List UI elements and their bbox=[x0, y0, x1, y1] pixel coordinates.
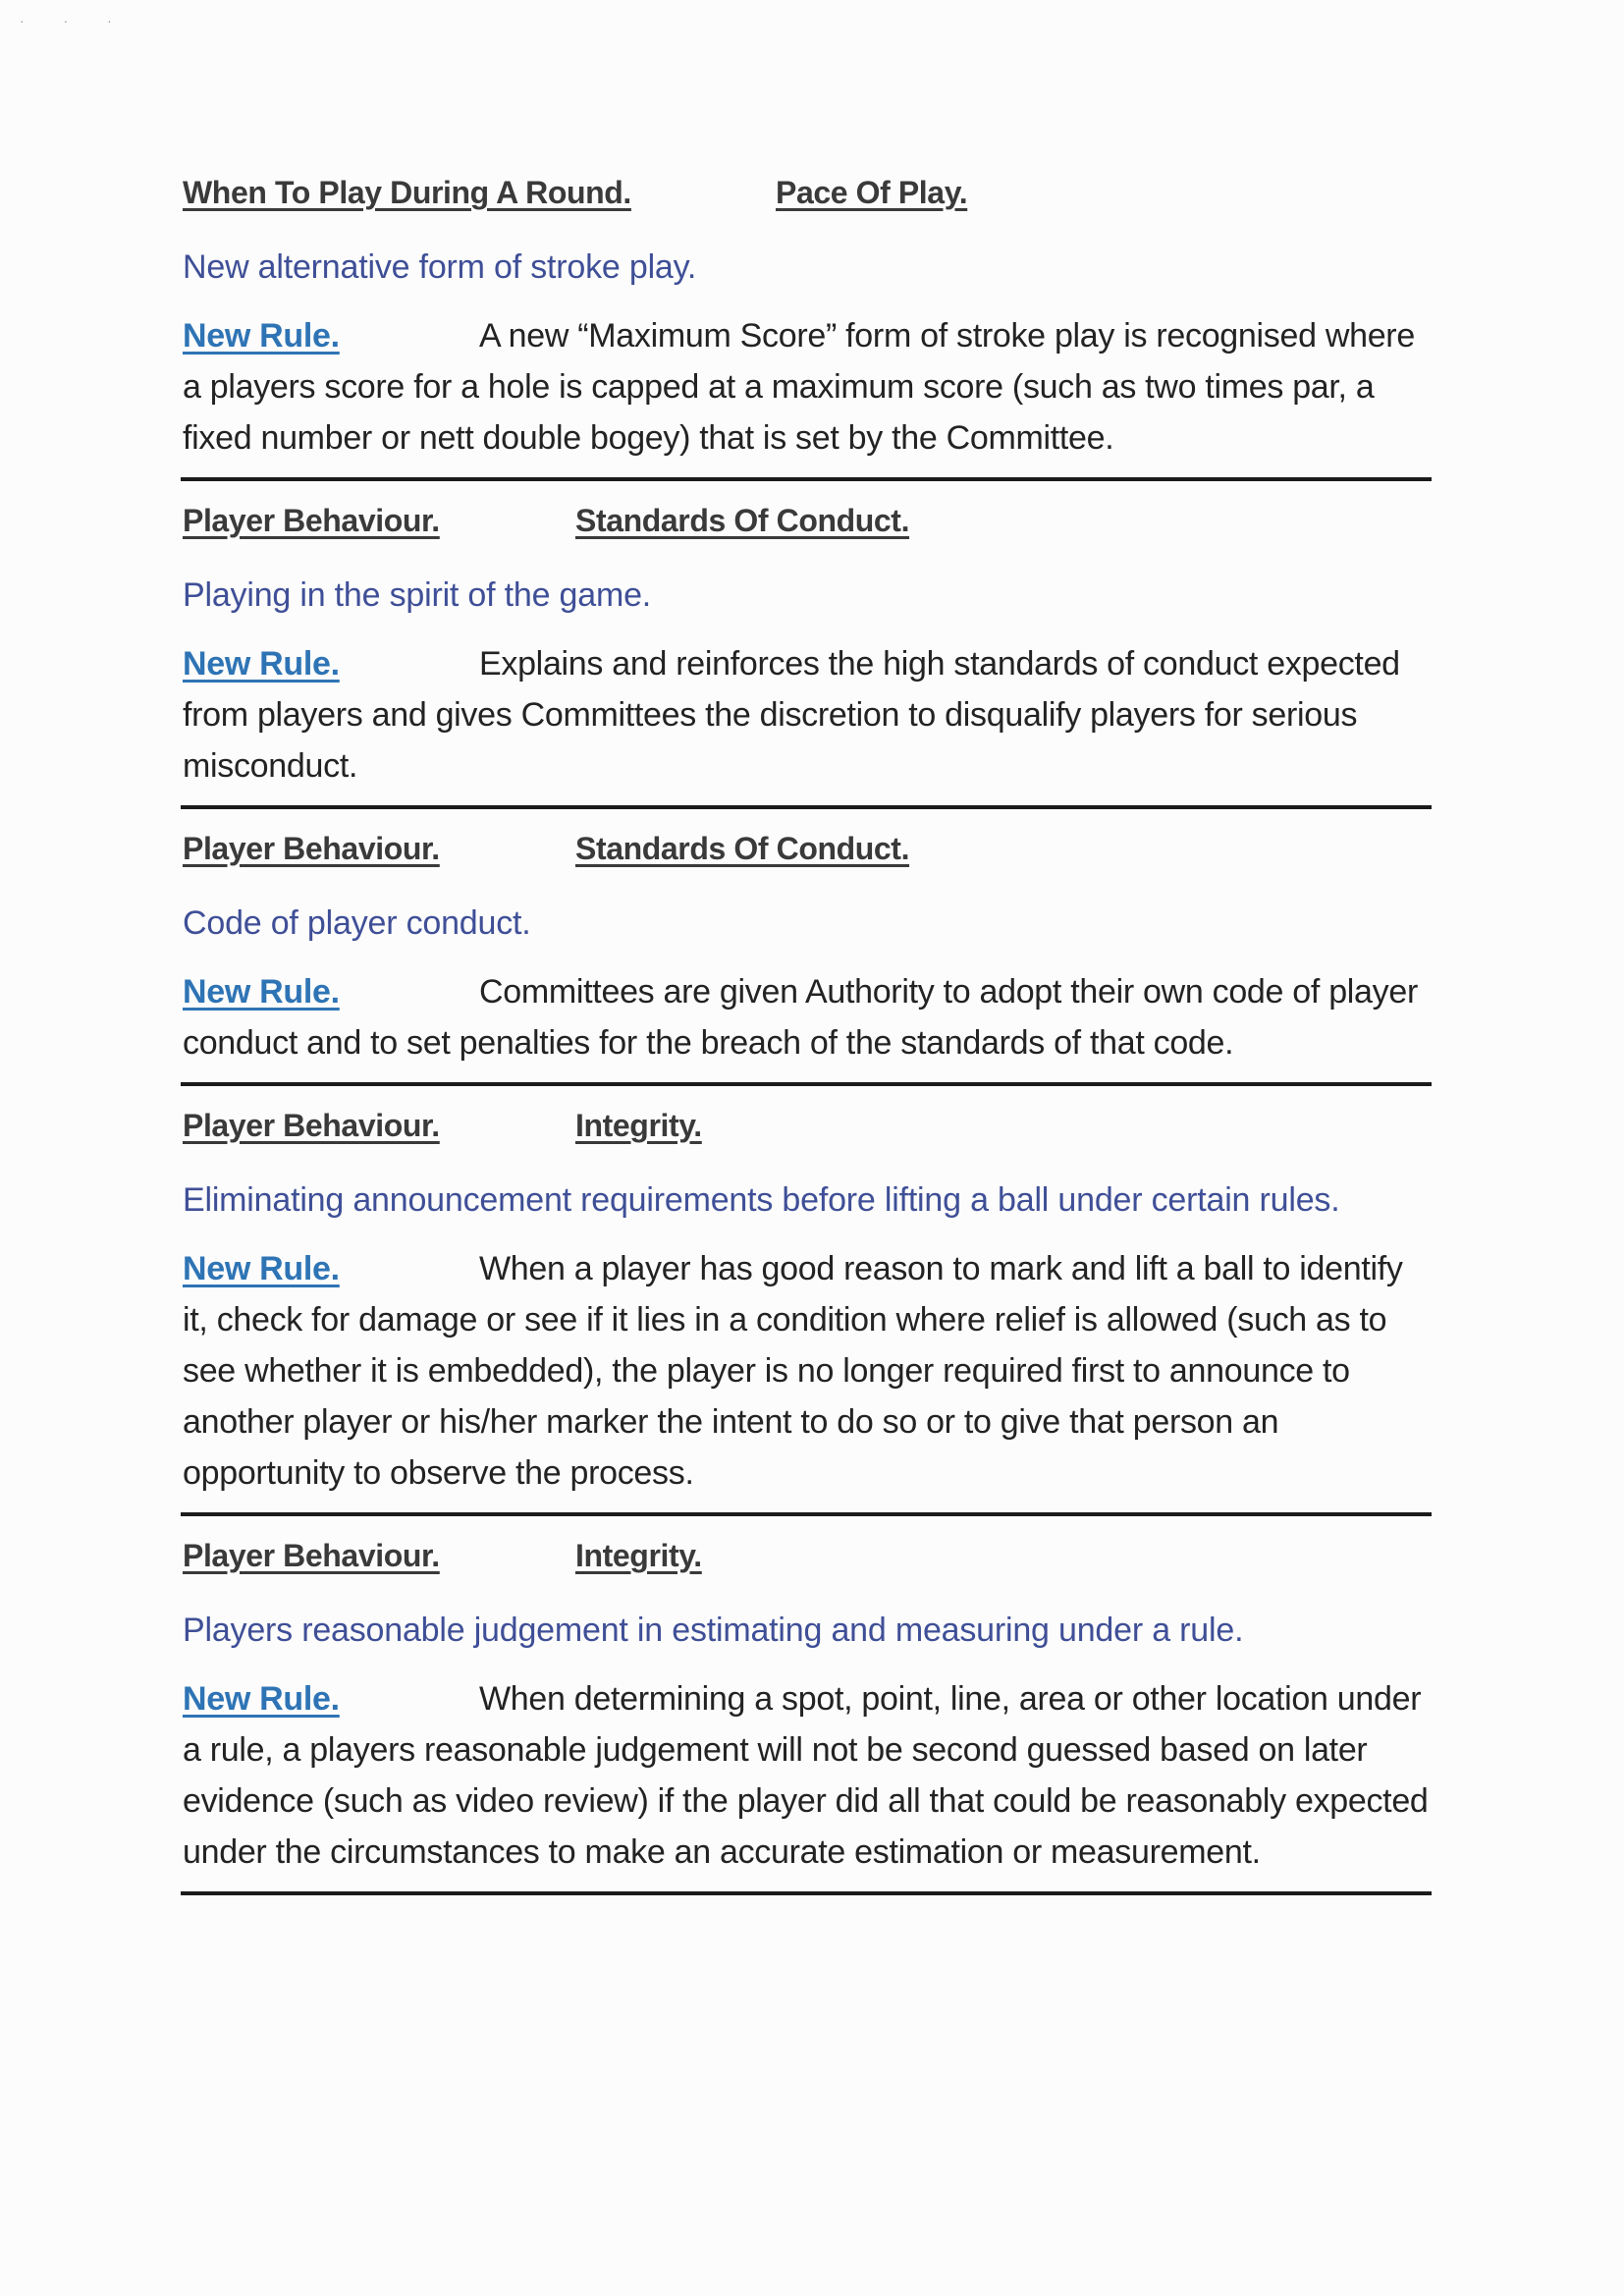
rule-text: Committees are given Authority to adopt their own code of player conduct and to set penalties for the breach of the standards of that code. bbox=[183, 973, 1418, 1062]
rule-paragraph bbox=[183, 638, 1432, 792]
new-rule-label: New Rule. bbox=[183, 1680, 340, 1718]
rule-paragraph bbox=[183, 966, 1432, 1068]
section-divider bbox=[181, 1891, 1432, 1895]
section-spirit-of-game bbox=[183, 503, 1432, 809]
rule-text: When determining a spot, point, line, area or other location under a rule, a players reasonable judgement will not be second guessed based on later evidence (such as video review) if the player did all that could be reasonably expected under the circumstances to make an accurate estimation or measurement. bbox=[183, 1680, 1429, 1871]
section-reasonable-judgement bbox=[183, 1538, 1432, 1895]
section-topic: Eliminating announcement requirements before lifting a ball under certain rules. bbox=[183, 1181, 1340, 1219]
section-heading bbox=[183, 831, 1432, 884]
heading-category: Player Behaviour. bbox=[183, 831, 440, 866]
document-page bbox=[183, 175, 1432, 1917]
section-maximum-score bbox=[183, 175, 1432, 481]
heading-subcategory: Standards Of Conduct. bbox=[575, 831, 910, 866]
heading-category: Player Behaviour. bbox=[183, 503, 440, 538]
rule-paragraph bbox=[183, 310, 1432, 464]
new-rule-label: New Rule. bbox=[183, 317, 340, 355]
rule-text: Explains and reinforces the high standards of conduct expected from players and gives Committees the discretion to disqualify players for serious misconduct. bbox=[183, 645, 1400, 785]
heading-subcategory: Standards Of Conduct. bbox=[575, 503, 910, 538]
section-topic: Playing in the spirit of the game. bbox=[183, 576, 652, 614]
rule-paragraph bbox=[183, 1673, 1432, 1878]
section-topic: Players reasonable judgement in estimating and measuring under a rule. bbox=[183, 1612, 1244, 1649]
section-divider bbox=[181, 477, 1432, 481]
section-divider bbox=[181, 805, 1432, 809]
heading-category: When To Play During A Round. bbox=[183, 175, 631, 210]
section-divider bbox=[181, 1082, 1432, 1086]
section-announcement-requirements bbox=[183, 1108, 1432, 1516]
section-heading bbox=[183, 1108, 1432, 1161]
section-topic: Code of player conduct. bbox=[183, 904, 531, 942]
rule-text: When a player has good reason to mark and lift a ball to identify it, check for damage or see if it lies in a condition where relief is allowed (such as to see whether it is embedded), the player is no longer required first to announce to another player or his/her marker the intent to do so or to give that person an opportunity to observe the process. bbox=[183, 1250, 1403, 1492]
new-rule-label: New Rule. bbox=[183, 1250, 340, 1287]
heading-subcategory: Pace Of Play. bbox=[776, 175, 968, 210]
heading-category: Player Behaviour. bbox=[183, 1538, 440, 1573]
section-code-of-conduct bbox=[183, 831, 1432, 1086]
section-divider bbox=[181, 1512, 1432, 1516]
section-heading bbox=[183, 503, 1432, 556]
heading-category: Player Behaviour. bbox=[183, 1108, 440, 1143]
section-topic: New alternative form of stroke play. bbox=[183, 248, 697, 286]
rule-text: A new “Maximum Score” form of stroke play is recognised where a players score for a hole is capped at a maximum score (such as two times par, a fixed number or nett double bogey) that is set by the Committee. bbox=[183, 317, 1415, 457]
section-heading bbox=[183, 1538, 1432, 1591]
rule-paragraph bbox=[183, 1243, 1432, 1499]
new-rule-label: New Rule. bbox=[183, 973, 340, 1011]
heading-subcategory: Integrity. bbox=[575, 1538, 702, 1573]
new-rule-label: New Rule. bbox=[183, 645, 340, 683]
scan-specks: · · · bbox=[20, 13, 130, 28]
heading-subcategory: Integrity. bbox=[575, 1108, 702, 1143]
section-heading bbox=[183, 175, 1432, 228]
